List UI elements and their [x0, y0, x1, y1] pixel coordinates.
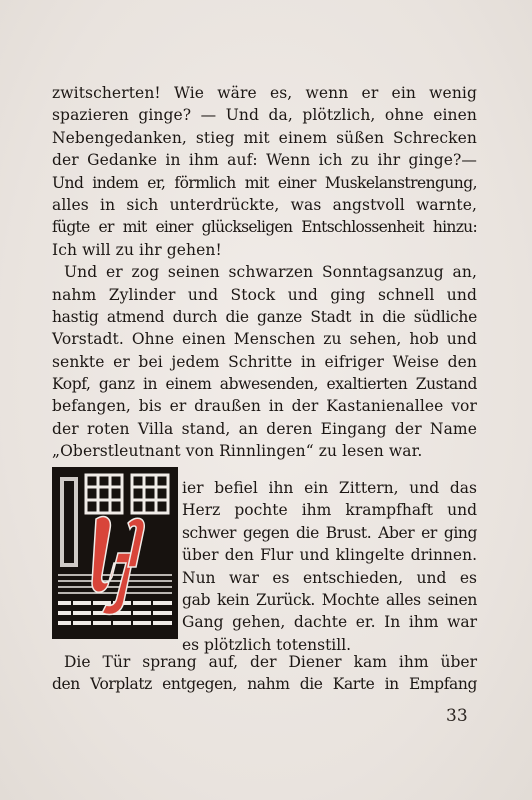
text-line: alles in sich unterdrückte, was angstvoll warnte,: [52, 195, 477, 214]
upper-text: [52, 82, 477, 463]
text-line: senkte er bei jedem Schritte in eifriger Weise den: [52, 352, 477, 371]
paragraph-3: [182, 477, 477, 656]
text-line: schwer gegen die Brust. Aber er ging: [182, 523, 477, 542]
text-line: Kopf, ganz in einem abwesenden, exaltierten Zustand: [52, 375, 477, 394]
decorated-initial-section: [52, 467, 477, 657]
text-line: Gang gehen, dachte er. In ihm war: [182, 613, 477, 632]
initial-woodcut-illustration: [52, 467, 178, 639]
text-line: es plötzlich totenstill.: [182, 635, 352, 654]
text-line: „Oberstleutnant von Rinnlingen“ zu lesen war.: [52, 442, 423, 461]
text-line: Und er zog seinen schwarzen Sonntagsanzug an,: [64, 263, 477, 282]
text-line: Nun war es entschieden, und es: [182, 568, 477, 587]
paragraph-1: [52, 82, 477, 261]
text-line: zwitscherten! Wie wäre es, wenn er ein wenig: [52, 84, 477, 102]
text-line: ier befiel ihn ein Zittern, und das: [182, 479, 477, 497]
text-line: über den Flur und klingelte drinnen.: [182, 546, 477, 565]
text-line: fügte er mit einer glückseligen Entschlossenheit hinzu:: [52, 218, 477, 237]
text-line: nahm Zylinder und Stock und ging schnell und: [52, 285, 477, 304]
text-line: Die Tür sprang auf, der Diener kam ihm über: [64, 653, 477, 671]
text-line: der roten Villa stand, an deren Eingang der Name: [52, 419, 477, 438]
text-line: der Gedanke in ihm auf: Wenn ich zu ihr ginge?—: [52, 151, 477, 170]
paragraph-4: [52, 651, 477, 696]
text-line: Nebengedanken, stieg mit einem süßen Schrecken: [52, 128, 477, 147]
text-line: Und indem er, förmlich mit einer Muskelanstrengung,: [52, 173, 477, 192]
woodcut-initial: [52, 467, 178, 639]
text-line: Herz pochte ihm krampfhaft und: [182, 501, 477, 520]
text-line: den Vorplatz entgegen, nahm die Karte in Empfang: [52, 675, 477, 694]
text-line: spazieren ginge? — Und da, plötzlich, ohne einen: [52, 106, 477, 125]
text-line: hastig atmend durch die ganze Stadt in die südliche: [52, 307, 477, 326]
text-line: gab kein Zurück. Mochte alles seinen: [182, 590, 477, 609]
text-line: Ich will zu ihr gehen!: [52, 240, 222, 259]
paragraph-2: [52, 261, 477, 463]
page-number: 33: [446, 706, 468, 726]
text-line: befangen, bis er draußen in der Kastanienallee vor: [52, 397, 477, 416]
text-line: Vorstadt. Ohne einen Menschen zu sehen, hob und: [52, 330, 477, 349]
